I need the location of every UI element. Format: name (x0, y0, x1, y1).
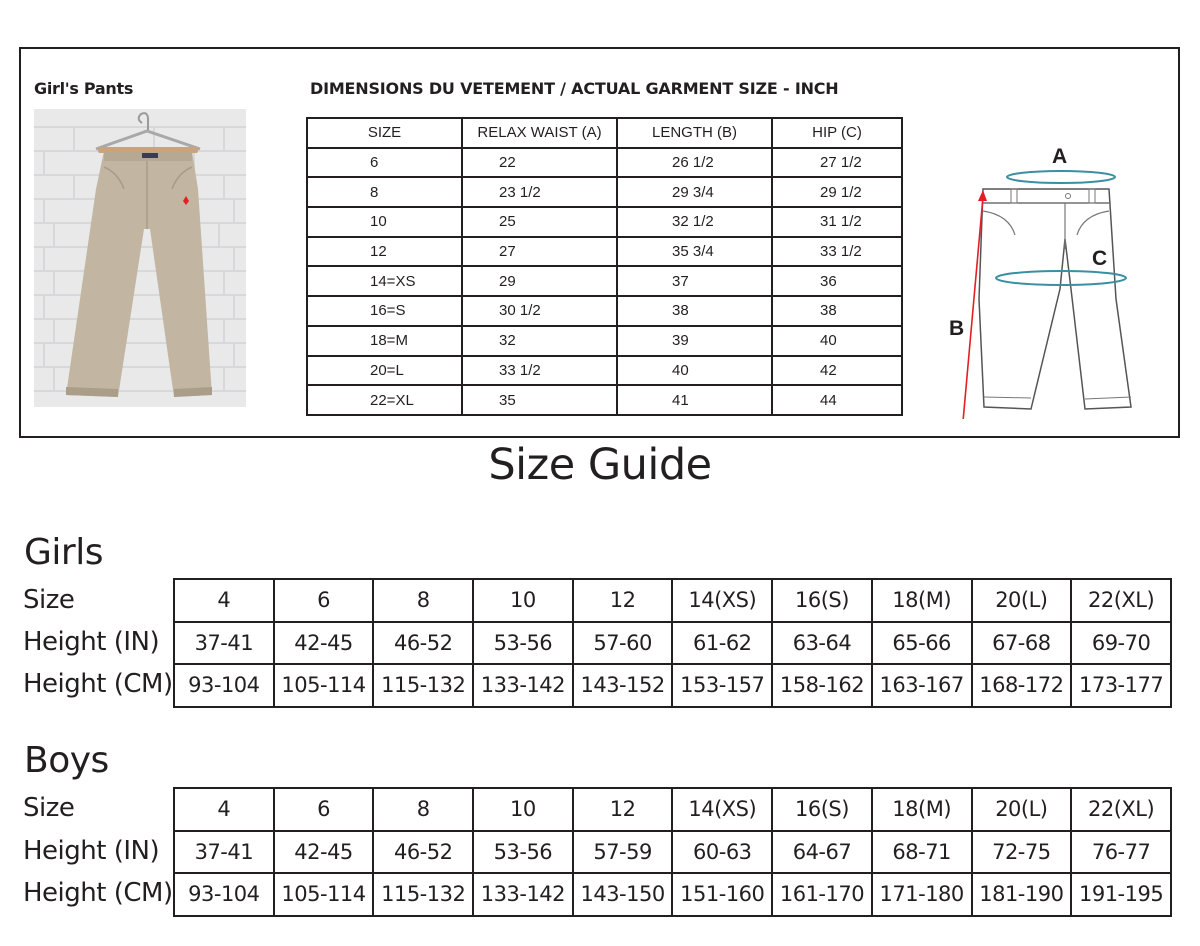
girls-table-cell: 4 (174, 579, 274, 622)
girls-table-cell: 133-142 (473, 664, 573, 707)
dimensions-cell: 44 (772, 385, 902, 415)
dimensions-cell: 23 1/2 (462, 177, 617, 207)
boys-table-cell: 16(S) (772, 788, 872, 831)
boys-height-in-row (174, 831, 1171, 874)
dimensions-cell: 35 (462, 385, 617, 415)
girls-table-cell: 16(S) (772, 579, 872, 622)
boys-table-cell: 4 (174, 788, 274, 831)
dimensions-row (307, 326, 902, 356)
girls-table-cell: 173-177 (1071, 664, 1171, 707)
boys-height-cm-row (174, 873, 1171, 916)
girls-table-cell: 69-70 (1071, 622, 1171, 665)
boys-table-cell: 68-71 (872, 831, 972, 874)
dimensions-cell: 37 (617, 266, 772, 296)
boys-table-cell: 181-190 (972, 873, 1072, 916)
dimensions-cell: 38 (617, 296, 772, 326)
girls-sizes-row (174, 579, 1171, 622)
girls-table-cell: 46-52 (373, 622, 473, 665)
girls-table-cell: 12 (573, 579, 673, 622)
boys-table-cell: 37-41 (174, 831, 274, 874)
boys-table-cell: 12 (573, 788, 673, 831)
dimensions-cell: 40 (772, 326, 902, 356)
girls-table-cell: 168-172 (972, 664, 1072, 707)
girls-table-cell: 67-68 (972, 622, 1072, 665)
girls-table-cell: 105-114 (274, 664, 374, 707)
boys-table-cell: 42-45 (274, 831, 374, 874)
boys-table-cell: 14(XS) (672, 788, 772, 831)
dimensions-cell: 29 1/2 (772, 177, 902, 207)
girls-table-cell: 10 (473, 579, 573, 622)
dimensions-cell: LENGTH (B) (617, 118, 772, 148)
girls-table-cell: 14(XS) (672, 579, 772, 622)
girls-table-cell: 153-157 (672, 664, 772, 707)
girls-table-cell: 18(M) (872, 579, 972, 622)
girls-table-cell: 42-45 (274, 622, 374, 665)
dimensions-row (307, 266, 902, 296)
garment-size-panel (19, 47, 1180, 438)
boys-size-table (173, 787, 1172, 917)
dimensions-cell: 26 1/2 (617, 148, 772, 178)
measurement-diagram (921, 89, 1161, 419)
dimensions-cell: 22 (462, 148, 617, 178)
dimensions-row (307, 385, 902, 415)
boys-table-cell: 76-77 (1071, 831, 1171, 874)
girls-height-in-row (174, 622, 1171, 665)
dimensions-cell: 6 (307, 148, 462, 178)
dimensions-cell: 36 (772, 266, 902, 296)
dimensions-cell: 14=XS (307, 266, 462, 296)
boys-table-cell: 105-114 (274, 873, 374, 916)
boys-table-cell: 72-75 (972, 831, 1072, 874)
product-title: Girl's Pants (34, 79, 134, 98)
dimensions-cell: 40 (617, 356, 772, 386)
product-photo (34, 109, 246, 407)
boys-table-cell: 60-63 (672, 831, 772, 874)
boys-table-cell: 46-52 (373, 831, 473, 874)
garment-dimensions-table (306, 117, 903, 416)
boys-table-cell: 93-104 (174, 873, 274, 916)
dimensions-cell: 16=S (307, 296, 462, 326)
dimensions-cell: 27 1/2 (772, 148, 902, 178)
girls-height-in-label: Height (IN) (23, 627, 160, 657)
dimensions-cell: 25 (462, 207, 617, 237)
dimensions-cell: 39 (617, 326, 772, 356)
dimensions-cell: HIP (C) (772, 118, 902, 148)
boys-table-cell: 10 (473, 788, 573, 831)
dimensions-cell: 29 3/4 (617, 177, 772, 207)
dimensions-header-row (307, 118, 902, 148)
pants-outline-diagram (921, 89, 1161, 419)
label-c: C (1092, 247, 1108, 270)
boys-table-cell: 22(XL) (1071, 788, 1171, 831)
boys-table-cell: 171-180 (872, 873, 972, 916)
girls-table-cell: 37-41 (174, 622, 274, 665)
girls-size-table (173, 578, 1172, 708)
boys-table-cell: 151-160 (672, 873, 772, 916)
dimensions-cell: SIZE (307, 118, 462, 148)
boys-sizes-row (174, 788, 1171, 831)
girls-table-cell: 93-104 (174, 664, 274, 707)
girls-table-cell: 57-60 (573, 622, 673, 665)
dimensions-title: DIMENSIONS DU VETEMENT / ACTUAL GARMENT SIZE - INCH (310, 79, 839, 98)
dimensions-cell: 30 1/2 (462, 296, 617, 326)
dimensions-cell: 12 (307, 237, 462, 267)
boys-table-cell: 18(M) (872, 788, 972, 831)
dimensions-row (307, 296, 902, 326)
dimensions-cell: 10 (307, 207, 462, 237)
dimensions-cell: 35 3/4 (617, 237, 772, 267)
dimensions-row (307, 356, 902, 386)
dimensions-cell: 38 (772, 296, 902, 326)
waist-measure-ring (1007, 171, 1115, 183)
girls-size-label: Size (23, 585, 75, 615)
boys-table-cell: 143-150 (573, 873, 673, 916)
boys-table-cell: 6 (274, 788, 374, 831)
dimensions-cell: 22=XL (307, 385, 462, 415)
label-a: A (1052, 145, 1068, 168)
dimensions-cell: 41 (617, 385, 772, 415)
size-guide-title: Size Guide (488, 440, 712, 490)
girls-table-cell: 143-152 (573, 664, 673, 707)
dimensions-cell: 42 (772, 356, 902, 386)
girls-section-title: Girls (24, 532, 103, 573)
label-b: B (949, 317, 965, 340)
dimensions-cell: 32 1/2 (617, 207, 772, 237)
dimensions-cell: 18=M (307, 326, 462, 356)
dimensions-cell: 32 (462, 326, 617, 356)
boys-height-in-label: Height (IN) (23, 836, 160, 866)
girls-height-cm-row (174, 664, 1171, 707)
boys-height-cm-label: Height (CM) (23, 878, 173, 908)
girls-table-cell: 65-66 (872, 622, 972, 665)
boys-section-title: Boys (24, 740, 109, 781)
girls-table-cell: 158-162 (772, 664, 872, 707)
girls-table-cell: 6 (274, 579, 374, 622)
girls-table-cell: 8 (373, 579, 473, 622)
girls-table-cell: 53-56 (473, 622, 573, 665)
girls-table-cell: 115-132 (373, 664, 473, 707)
boys-table-cell: 133-142 (473, 873, 573, 916)
boys-table-cell: 191-195 (1071, 873, 1171, 916)
dimensions-row (307, 177, 902, 207)
dimensions-cell: 33 1/2 (772, 237, 902, 267)
dimensions-cell: 20=L (307, 356, 462, 386)
dimensions-cell: 31 1/2 (772, 207, 902, 237)
dimensions-cell: 8 (307, 177, 462, 207)
girls-table-cell: 20(L) (972, 579, 1072, 622)
girls-table-cell: 61-62 (672, 622, 772, 665)
dimensions-cell: 33 1/2 (462, 356, 617, 386)
dimensions-cell: RELAX WAIST (A) (462, 118, 617, 148)
dimensions-cell: 27 (462, 237, 617, 267)
girls-height-cm-label: Height (CM) (23, 669, 173, 699)
boys-table-cell: 115-132 (373, 873, 473, 916)
boys-table-cell: 8 (373, 788, 473, 831)
dimensions-row (307, 148, 902, 178)
girls-table-cell: 63-64 (772, 622, 872, 665)
boys-table-cell: 53-56 (473, 831, 573, 874)
boys-size-label: Size (23, 793, 75, 823)
boys-table-cell: 161-170 (772, 873, 872, 916)
girls-table-cell: 22(XL) (1071, 579, 1171, 622)
boys-table-cell: 64-67 (772, 831, 872, 874)
dimensions-cell: 29 (462, 266, 617, 296)
dimensions-row (307, 237, 902, 267)
girls-table-cell: 163-167 (872, 664, 972, 707)
dimensions-row (307, 207, 902, 237)
boys-table-cell: 20(L) (972, 788, 1072, 831)
pants-photo-image (34, 109, 246, 407)
boys-table-cell: 57-59 (573, 831, 673, 874)
